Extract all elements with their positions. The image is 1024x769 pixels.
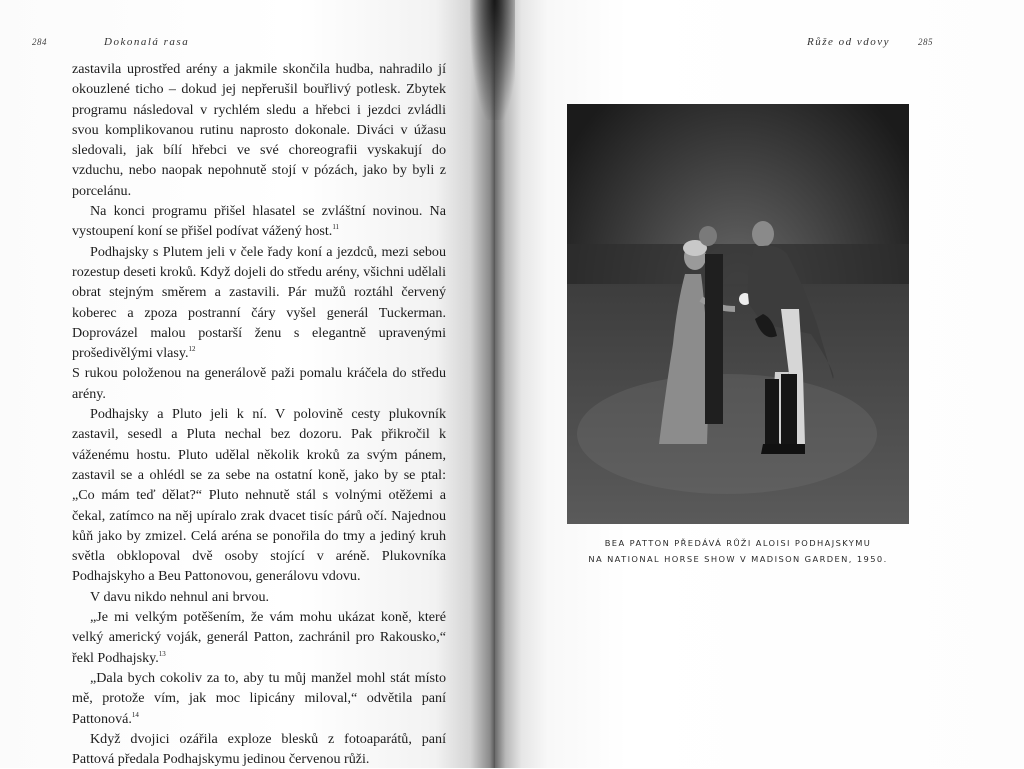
left-body-text (72, 59, 446, 769)
paragraph: Na konci programu přišel hlasatel se zvláštní novinou. Na vystoupení koní se přišel podívat vážený host.$^{11}$ (72, 203, 446, 240)
paragraph: S rukou položenou na generálově paži pomalu kráčela do středu arény. (72, 365, 446, 402)
archival-photograph (567, 104, 909, 524)
footnote-ref: 11 (332, 223, 340, 232)
footnote-ref: 13 (158, 649, 166, 658)
paragraph: Podhajsky a Pluto jeli k ní. V polovině cesty plukovník zastavil, sesedl a Pluta nechal bez dozoru. Pak přikročil k váženému hostu. Pluto udělal několik kroků za svým pánem, zastavil se a ohlédl se za sebe na ostatní koně, jako by se ptal: „Co mám teď dělat?“ Pluto nehnutě stál s volnými otěžemi a čekal, zatímco na něj upíralo zrak dvacet tisíc párů očí. Najednou kůň jako by zmizel. Celá aréna se ponořila do tmy a jediný kruh světla obklopoval dvě osoby stojící v aréně. Plukovníka Podhajskyho a Beu Pattonovou, generálovu vdovu. (72, 406, 446, 585)
gutter-shadow (470, 0, 515, 120)
right-running-head: Růže od vdovy (807, 36, 891, 48)
right-page-number: 285 (918, 37, 933, 47)
footnote-ref: 14 (131, 710, 139, 719)
paragraph: V davu nikdo nehnul ani brvou. (90, 588, 270, 605)
footnote-ref: 12 (188, 345, 196, 354)
paragraph: Když dvojici ozářila exploze blesků z fotoaparátů, paní Pattová předala Podhajskymu jedinou červenou růži. (72, 730, 446, 768)
paragraph: Podhajsky s Plutem jeli v čele řady koní a jezdců, mezi sebou rozestup deseti kroků. Když dojeli do středu arény, všichni udělali obrat stejným směrem a zastavili. Pár mužů roztáhl červený koberec a zpoza postranní čáry vyšel generál Tuckerman. Doprovázel malou postarší ženu s elegantně upravenými prošedivělými vlasy.$^{12}$ (72, 243, 446, 362)
photo-caption-line: NA NATIONAL HORSE SHOW V MADISON GARDEN, 1950. (588, 554, 888, 564)
left-page (0, 0, 495, 768)
paragraph: zastavila uprostřed arény a jakmile skončila hudba, nahradilo jí okouzlené ticho – dokud jej nepřerušil bouřlivý potlesk. Zbytek programu následoval v rychlém sledu a hřebci i jezdci zvládli svou komplikovanou rutinu naprosto dokonale. Diváci v úžasu sledovali, jak bílí hřebci ve své choreografii vyskakují do vzduchu, nebo naopak nepohnutě stojí v pózách, jako by byli z porcelánu. (72, 61, 446, 199)
paragraph: „Dala bych cokoliv za to, aby tu můj manžel mohl stát místo mě, protože vím, jak moc lipicány miloval,“ odvětila paní Pattonová.$^{14}$ (72, 669, 446, 727)
photo-caption-line: BEA PATTON PŘEDÁVÁ RŮŽI ALOISI PODHAJSKYMU (604, 538, 872, 548)
left-running-head: Dokonalá rasa (104, 36, 190, 48)
photo-illustration (567, 104, 909, 524)
left-page-number: 284 (32, 37, 47, 47)
paragraph: „Je mi velkým potěšením, že vám mohu ukázat koně, které velký americký voják, generál Patton, zachránil pro Rakousko,“ řekl Podhajsky.$^{13}$ (72, 609, 446, 666)
